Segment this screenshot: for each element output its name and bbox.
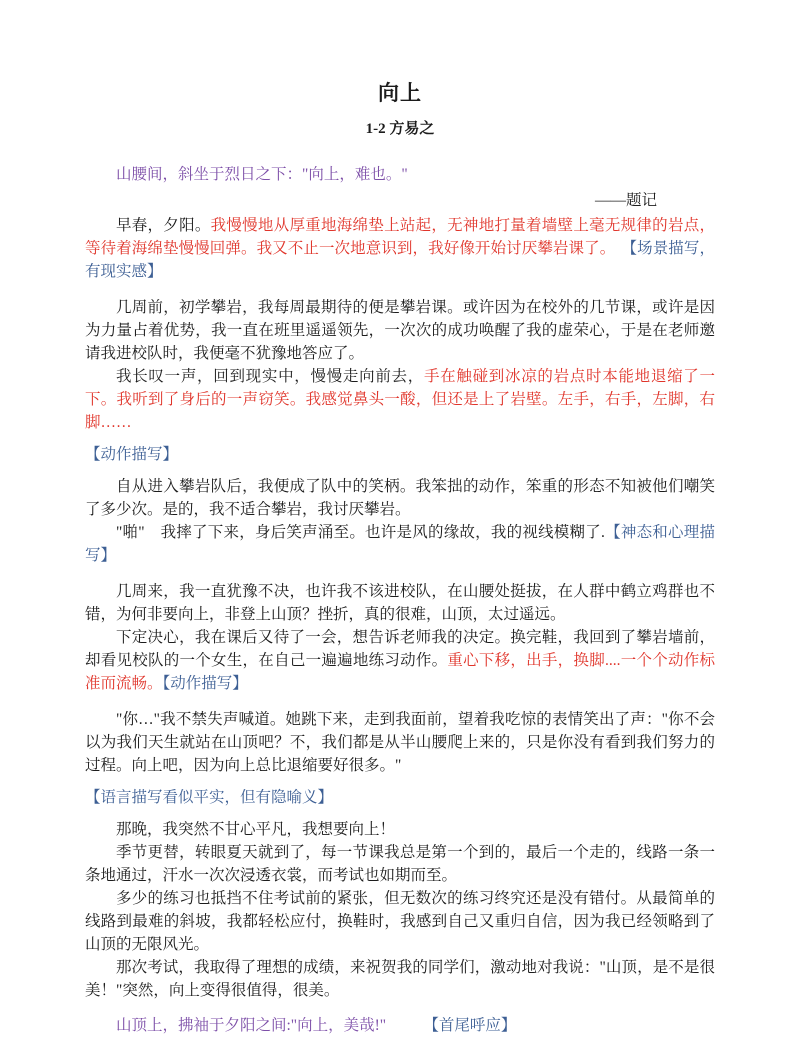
paragraph xyxy=(85,475,715,521)
text-run-blue: 【神态和心理描写】 xyxy=(85,524,715,564)
text-run-black: "啪" 我摔了下来，身后笑声涌至。也许是风的缘故，我的视线模糊了. xyxy=(116,524,605,541)
text-run-black: 早春，夕阳。 xyxy=(116,217,211,234)
paragraph xyxy=(85,365,715,434)
text-run-red: 手在触碰到冰凉的岩点时本能地退缩了一下。我听到了身后的一声窃笑。我感觉鼻头一酸，但还是上了岩壁。左手，右手，左脚，右脚…… xyxy=(85,368,715,431)
epigraph-attribution: ——题记 xyxy=(594,192,657,209)
text-run-black: 我长叹一声，回到现实中，慢慢走向前去， xyxy=(116,368,424,385)
text-run-black: 季节更替，转眼夏天就到了，每一节课我总是第一个到的，最后一个走的，线路一条一条地通过，汗水一次次浸透衣裳，而考试也如期而至。 xyxy=(85,844,715,884)
text-run-blue: 【语言描写看似平实，但有隐喻义】 xyxy=(85,789,334,806)
text-run-purple: 山顶上，拂袖于夕阳之间:"向上，美哉!" xyxy=(116,1017,387,1034)
text-run-blue: 【动作描写】 xyxy=(85,446,179,463)
paragraph xyxy=(85,841,715,887)
text-run-red: 重心下移，出手，换脚....一个个动作标准而流畅。 xyxy=(85,652,715,692)
paragraph xyxy=(85,580,715,626)
epigraph-line: 山腰间，斜坐于烈日之下："向上，难也。" xyxy=(116,166,408,183)
annotation-line xyxy=(85,443,715,466)
text-run-blue: 【首尾呼应】 xyxy=(423,1017,517,1034)
text-run-black: 自从进入攀岩队后，我便成了队中的笑柄。我笨拙的动作，笨重的形态不知被他们嘲笑了多少次。是的，我不适合攀岩，我讨厌攀岩。 xyxy=(85,478,715,518)
text-run-black: 几周来，我一直犹豫不决，也许我不该进校队，在山腰处挺拔，在人群中鹤立鸡群也不错，为何非要向上，非登上山顶？挫折，真的很难，山顶，太过遥远。 xyxy=(85,583,715,623)
text-run-black: 下定决心，我在课后又待了一会，想告诉老师我的决定。换完鞋，我回到了攀岩墙前，却看见校队的一个女生，在自己一遍遍地练习动作。 xyxy=(85,629,715,669)
paragraph xyxy=(85,887,715,956)
text-run-black: 那晚，我突然不甘心平凡，我想要向上！ xyxy=(116,821,396,838)
paragraph xyxy=(85,521,715,567)
paragraph xyxy=(85,1014,715,1037)
text-run-black: 多少的练习也抵挡不住考试前的紧张，但无数次的练习终究还是没有错付。从最简单的线路到最难的斜坡，我都轻松应付，换鞋时，我感到自己又重归自信，因为我已经领略到了山顶的无限风光。 xyxy=(85,890,715,953)
text-run-blue: 【动作描写】 xyxy=(162,675,248,692)
essay-title: 向上 xyxy=(378,81,422,105)
essay-author: 1-2 方易之 xyxy=(365,121,435,137)
paragraph xyxy=(85,214,715,283)
text-run-black: 几周前，初学攀岩，我每周最期待的便是攀岩课。或许因为在校外的几节课，或许是因为力量占着优势，我一直在班里遥遥领先，一次次的成功唤醒了我的虚荣心，于是在老师邀请我进校队时，我便毫不犹豫地答应了。 xyxy=(85,299,715,362)
document-body xyxy=(85,214,715,1037)
annotation-line xyxy=(85,786,715,809)
paragraph xyxy=(85,296,715,365)
text-run-black: 那次考试，我取得了理想的成绩，来祝贺我的同学们，激动地对我说："山顶，是不是很美！"突然，向上变得很值得，很美。 xyxy=(85,959,715,999)
paragraph xyxy=(85,818,715,841)
text-run-red: 我慢慢地从厚重地海绵垫上站起，无神地打量着墙壁上毫无规律的岩点，等待着海绵垫慢慢回弹。我又不止一次地意识到，我好像开始讨厌攀岩课了。 xyxy=(85,217,715,257)
paragraph xyxy=(85,708,715,777)
text-run-blue: 【场景描写，有现实感】 xyxy=(85,240,715,280)
paragraph xyxy=(85,626,715,695)
text-run-black: "你…"我不禁失声喊道。她跳下来，走到我面前，望着我吃惊的表情笑出了声："你不会以为我们天生就站在山顶吧？不，我们都是从半山腰爬上来的，只是你没有看到我们努力的过程。向上吧，因为向上总比退缩要好很多。" xyxy=(85,711,715,774)
paragraph xyxy=(85,956,715,1002)
